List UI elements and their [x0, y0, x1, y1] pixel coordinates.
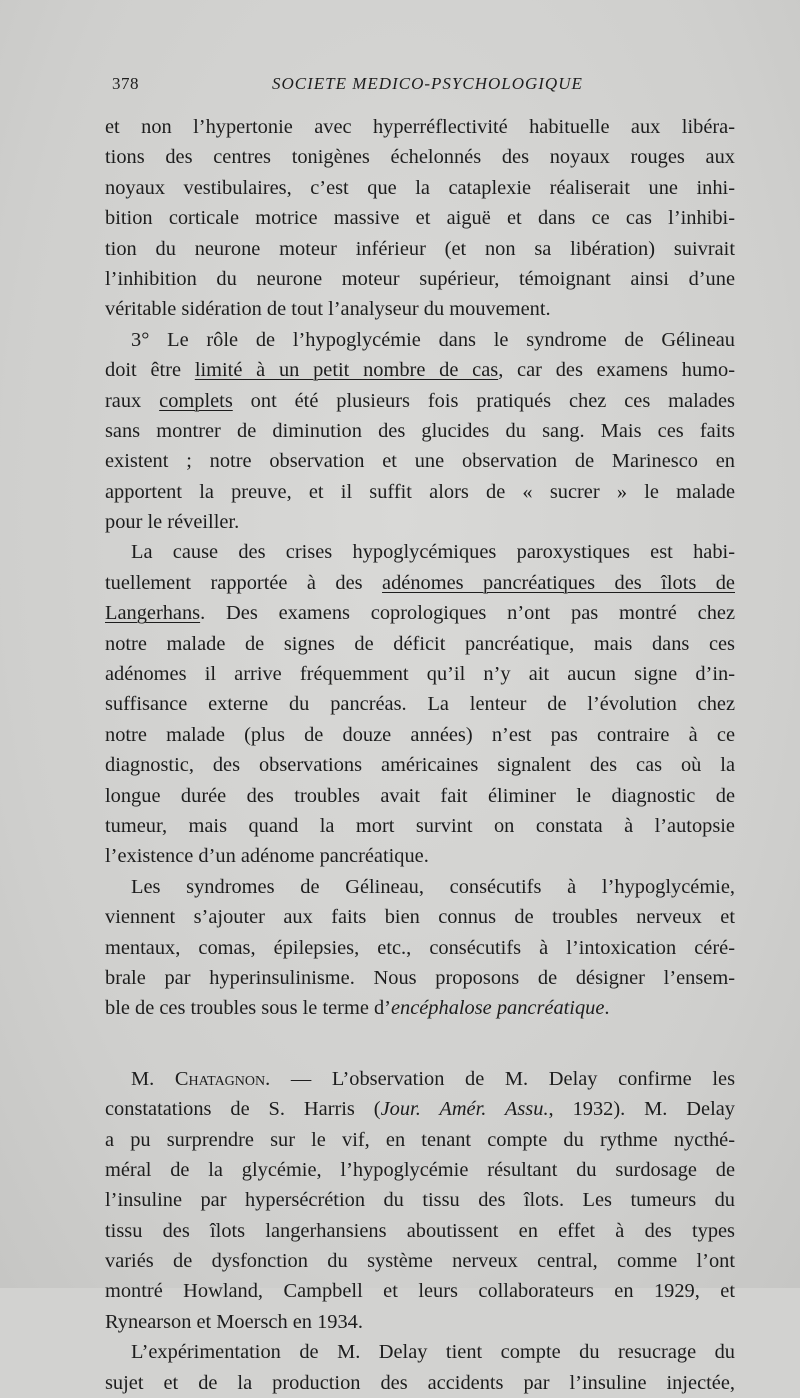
text-line: mentaux, comas, épilepsies, etc., consécutifs à l’intoxication céré-: [105, 936, 735, 959]
text-line: sujet et de la production des accidents par l’insuline injectée,: [105, 1371, 735, 1394]
text-line: a pu surprendre sur le vif, en tenant compte du rythme nycthé-: [105, 1128, 735, 1151]
text-line: existent ; notre observation et une observation de Marinesco en: [105, 450, 735, 473]
text-line: l’insuline par hypersécrétion du tissu des îlots. Les tumeurs du: [105, 1189, 735, 1212]
text-line: et non l’hypertonie avec hyperréflectivité habituelle aux libéra-: [105, 116, 735, 138]
text-line: ble de ces troubles sous le terme d’encéphalose pancréatique.: [105, 997, 610, 1020]
text-line: La cause des crises hypoglycémiques paroxystiques est habi-: [131, 541, 735, 564]
text-line: tion du neurone moteur inférieur (et non sa libération) suivrait: [105, 237, 735, 260]
text-line: suffisance externe du pancréas. La lenteur de l’évolution chez: [105, 693, 735, 716]
text-line: Les syndromes de Gélineau, consécutifs à l’hypoglycémie,: [131, 875, 735, 898]
text-line: tuellement rapportée à des adénomes pancréatiques des îlots de: [105, 571, 735, 594]
text-line: doit être limité à un petit nombre de cas, car des examens humo-: [105, 359, 735, 382]
page-header: [112, 74, 732, 98]
text-line: adénomes il arrive fréquemment qu’il n’y ait aucun signe d’in-: [105, 663, 735, 686]
text-line: tumeur, mais quand la mort survint on constata à l’autopsie: [105, 814, 735, 837]
section-gap: [105, 1024, 735, 1064]
text-line: brale par hyperinsulinisme. Nous proposons de désigner l’ensem-: [105, 966, 735, 989]
text-line: l’existence d’un adénome pancréatique.: [105, 845, 429, 868]
text-line: montré Howland, Campbell et leurs collaborateurs en 1929, et: [105, 1280, 735, 1303]
text-line: diagnostic, des observations américaines signalent des cas où la: [105, 754, 735, 777]
text-line: notre malade (plus de douze années) n’est pas contraire à ce: [105, 723, 735, 746]
text-line: longue durée des troubles avait fait éliminer le diagnostic de: [105, 784, 735, 807]
text-line: véritable sidération de tout l’analyseur du mouvement.: [105, 298, 551, 321]
text-line: tions des centres tonigènes échelonnés des noyaux rouges aux: [105, 146, 735, 169]
text-line: 3° Le rôle de l’hypoglycémie dans le syndrome de Gélineau: [131, 328, 735, 351]
text-line: M. Chatagnon. — L’observation de M. Delay confirme les: [131, 1067, 735, 1090]
text-line: raux complets ont été plusieurs fois pratiqués chez ces malades: [105, 389, 735, 412]
page-number: 378: [112, 74, 139, 93]
text-line: sans montrer de diminution des glucides du sang. Mais ces faits: [105, 419, 735, 442]
text-line: méral de la glycémie, l’hypoglycémie résultant du surdosage de: [105, 1158, 735, 1181]
body-text: [105, 112, 735, 1398]
text-line: L’expérimentation de M. Delay tient compte du resucrage du: [131, 1341, 735, 1364]
text-line: pour le réveiller.: [105, 511, 240, 534]
text-line: notre malade de signes de déficit pancréatique, mais dans ces: [105, 632, 735, 655]
text-line: viennent s’ajouter aux faits bien connus de troubles nerveux et: [105, 906, 735, 929]
text-line: bition corticale motrice massive et aiguë et dans ce cas l’inhibi-: [105, 207, 735, 230]
text-line: Rynearson et Moersch en 1934.: [105, 1310, 363, 1333]
text-line: noyaux vestibulaires, c’est que la cataplexie réaliserait une inhi-: [105, 176, 735, 199]
text-line: variés de dysfonction du système nerveux central, comme l’ont: [105, 1250, 735, 1273]
text-line: apportent la preuve, et il suffit alors de « sucrer » le malade: [105, 480, 735, 503]
text-line: constatations de S. Harris (Jour. Amér. Assu., 1932). M. Delay: [105, 1098, 735, 1121]
text-line: Langerhans. Des examens coprologiques n’ont pas montré chez: [105, 602, 735, 625]
text-line: tissu des îlots langerhansiens aboutissent en effet à des types: [105, 1219, 735, 1242]
running-title: SOCIETE MEDICO-PSYCHOLOGIQUE: [272, 74, 583, 93]
text-line: l’inhibition du neurone moteur supérieur, témoignant ainsi d’une: [105, 267, 735, 290]
